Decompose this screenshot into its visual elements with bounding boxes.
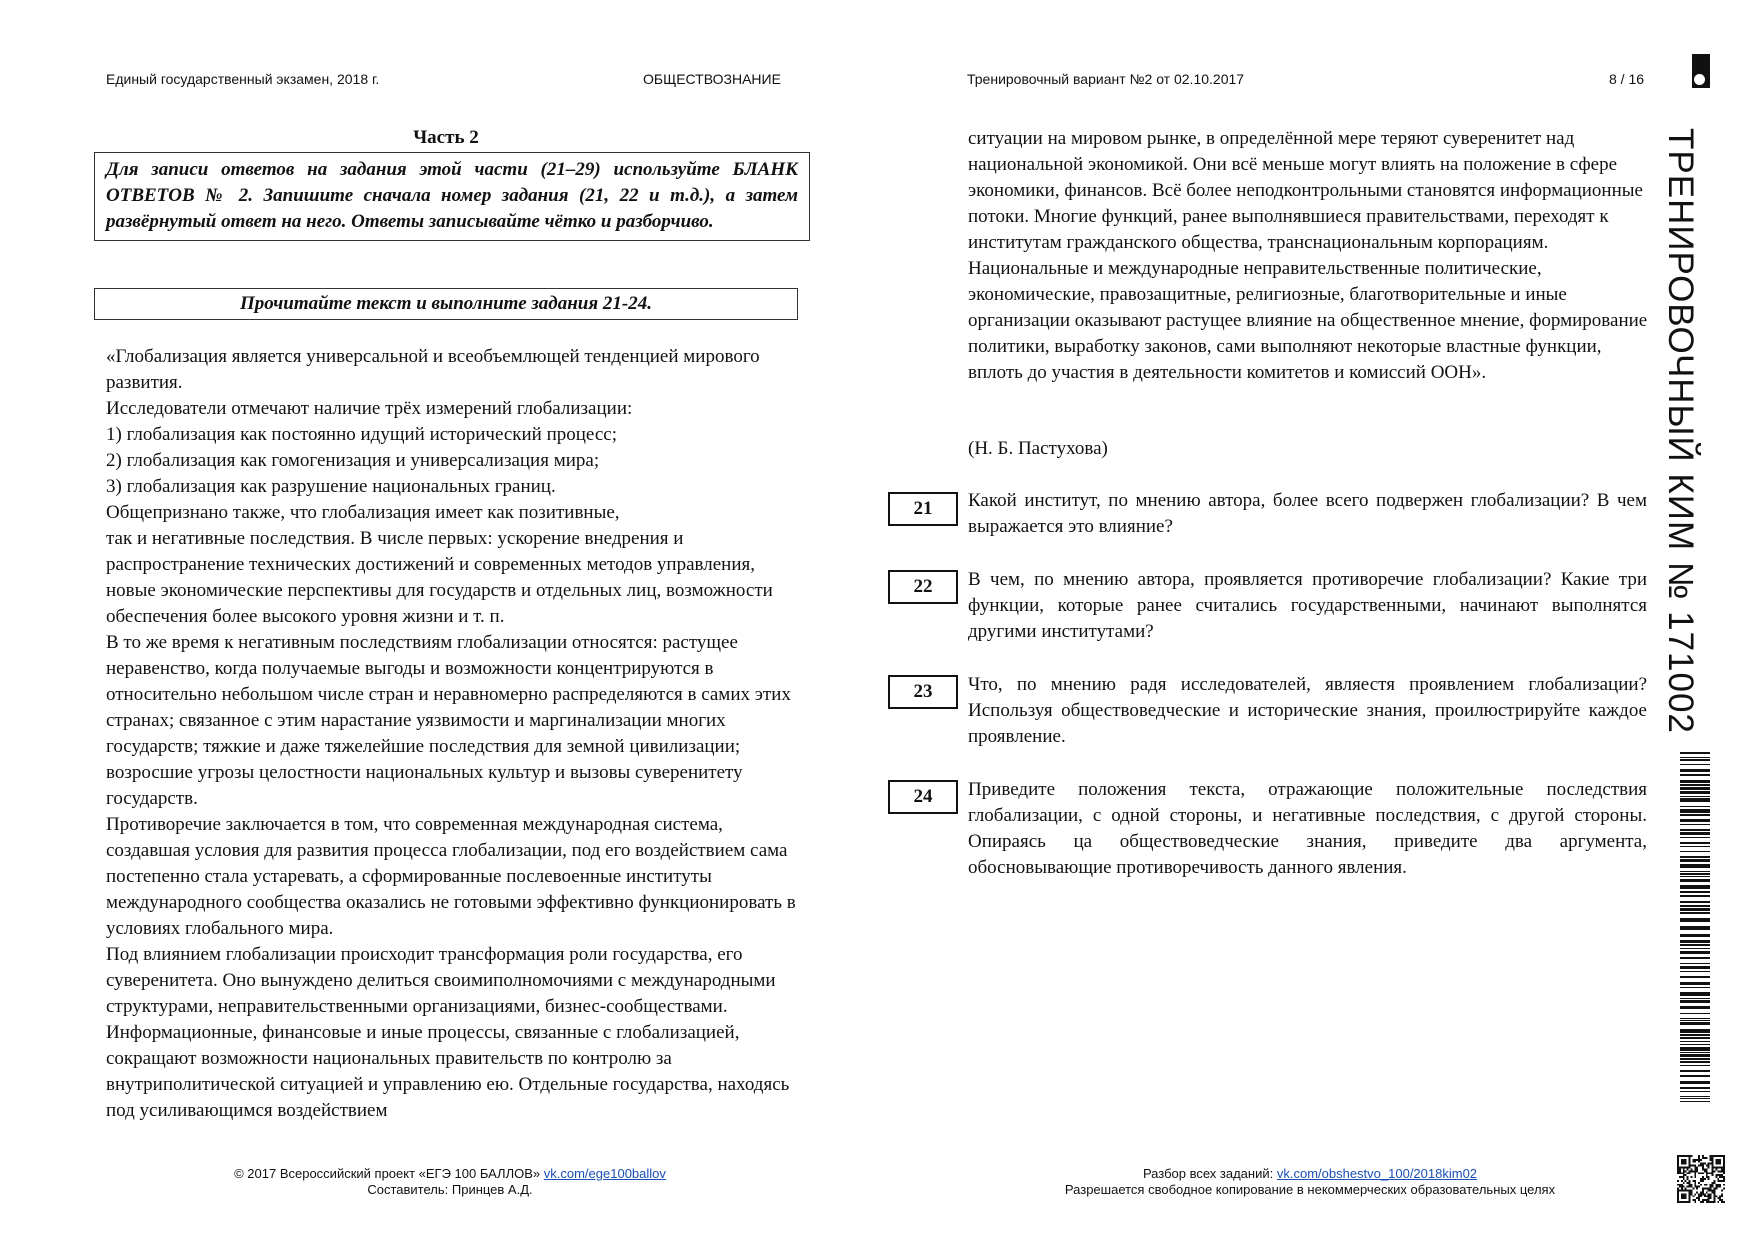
footer-link-ege100ballov[interactable]: vk.com/ege100ballov <box>543 1166 666 1181</box>
footer-author: Составитель: Принцев А.Д. <box>367 1182 533 1197</box>
source-text-right <box>968 126 1648 386</box>
header-exam-title: Единый государственный экзамен, 2018 г. <box>106 71 380 87</box>
text-paragraph: Общепризнано также, что глобализация имеет как позитивные, <box>106 502 620 523</box>
text-paragraph: Под влиянием глобализации происходит трансформация роли государства, его суверенитета. Оно вынуждено делиться своимиполномочиями с международными структурами, неправительственными организациями, бизнес-сообществами. Информационные, финансовые и иные процессы, связанные с глобализацией, сокращают возможности национальных правительств по контролю за внутриполитической ситуацией и управлению ею. Отдельные государства, находясь под усиливающимся воздействием <box>106 944 790 1121</box>
question-number-21: 21 <box>888 492 958 526</box>
footer-analysis-label: Разбор всех заданий: <box>1142 1166 1274 1181</box>
qr-code-icon <box>1677 1155 1725 1203</box>
part-title: Часть 2 <box>413 127 479 148</box>
corner-marker-icon <box>1692 54 1710 88</box>
barcode-icon <box>1680 752 1710 1102</box>
author-attribution: (Н. Б. Пастухова) <box>968 438 1108 459</box>
read-prompt-box: Прочитайте текст и выполните задания 21-24. <box>94 288 798 320</box>
text-paragraph: 1) глобализация как постоянно идущий исторический процесс; <box>106 424 617 445</box>
question-number-22: 22 <box>888 570 958 604</box>
footer-license: Разрешается свободное копирование в некоммерческих образовательных целях <box>1064 1182 1556 1197</box>
question-number-24: 24 <box>888 780 958 814</box>
footer-link-analysis[interactable]: vk.com/obshestvo_100/2018kim02 <box>1276 1166 1478 1181</box>
footer-copyright: © 2017 Всероссийский проект «ЕГЭ 100 БАЛЛОВ» <box>234 1166 541 1181</box>
side-title <box>1660 128 1704 734</box>
question-text-22: В чем, по мнению автора, проявляется противоречие глобализации? Какие три функции, которые ранее считались государственными, начинают выполнятся другими институтами? <box>968 569 1647 642</box>
text-paragraph: так и негативные последствия. В числе первых: ускорение внедрения и распространение технических достижений и современных методов управления, новые экономические перспективы для государств и отдельных лиц, возможности обеспечения более высокого уровня жизни и т. п. <box>106 528 773 627</box>
instruction-box: Для записи ответов на задания этой части (21–29) используйте БЛАНК ОТВЕТОВ № 2. Запишите сначала номер задания (21, 22 и т.д.), а затем развёрнутый ответ на него. Ответы записывайте чётко и разборчиво. <box>94 152 810 241</box>
question-text-24: Приведите положения текста, отражающие положительные последствия глобализации, с одной стороны, и негативные последствия, с другой стороны. Опираясь ца обществоведческие знания, приведите два аргумента, обосновывающие противоречивость данного явления. <box>968 779 1647 878</box>
footer-right <box>980 1166 1640 1198</box>
question-number-23: 23 <box>888 675 958 709</box>
source-text-left <box>106 344 796 1124</box>
text-paragraph: 3) глобализация как разрушение национальных границ. <box>106 476 556 497</box>
header-subject: ОБЩЕСТВОЗНАНИЕ <box>643 71 781 87</box>
question-text-23: Что, по мнению радя исследователей, являестя проявлением глобализации? Используя обществоведческие и исторические знания, проилюстрируйте каждое проявление. <box>968 674 1647 747</box>
page-number: 8 / 16 <box>1609 71 1645 87</box>
text-paragraph: В то же время к негативным последствиям глобализации относятся: растущее неравенство, когда получаемые выгоды и возможности концентрируются в относительно небольшом числе стран и неравномерно распределяются в самих этих странах; связанное с этим нарастание уязвимости и маргинализации многих государств; тяжкие и даже тяжелейшие последствия для земной цивилизации; возросшие угрозы целостности национальных культур и вызовы суверенитету государств. <box>106 632 791 809</box>
text-paragraph: «Глобализация является универсальной и всеобъемлющей тенденцией мирового развития. <box>106 346 760 393</box>
header-variant: Тренировочный вариант №2 от 02.10.2017 <box>967 71 1245 87</box>
question-text-21: Какой институт, по мнению автора, более всего подвержен глобализации? В чем выражается это влияние? <box>968 490 1647 537</box>
text-paragraph: ситуации на мировом рынке, в определённой мере теряют суверенитет над национальной экономикой. Они всё меньше могут влиять на положение в сфере экономики, финансов. Всё более неподконтрольными становятся информационные потоки. Многие функций, ранее выполнявшиеся правительствами, переходят к институтам гражданского общества, транснациональным корпорациям. Национальные и международные неправительственные политические, экономические, правозащитные, религиозные, благотворительные и иные организации оказывают растущее влияние на общественное мнение, формирование политики, выработку законов, сами выполняют некоторые властные функции, вплоть до участия в деятельности комитетов и комиссий ООН». <box>968 128 1648 383</box>
text-paragraph: Противоречие заключается в том, что современная международная система, создавшая условия для развития процесса глобализации, под его воздействием сама постепенно стала устаревать, а сформированные послевоенные институты международного сообщества оказались не готовыми эффективно функционировать в условиях глобального мира. <box>106 814 796 939</box>
footer-left <box>150 1166 750 1198</box>
text-paragraph: Исследователи отмечают наличие трёх измерений глобализации: <box>106 398 633 419</box>
side-title-text: ТРЕНИРОВОЧНЫЙ КИМ № 171002 <box>1661 128 1700 734</box>
text-paragraph: 2) глобализация как гомогенизация и универсализация мира; <box>106 450 600 471</box>
